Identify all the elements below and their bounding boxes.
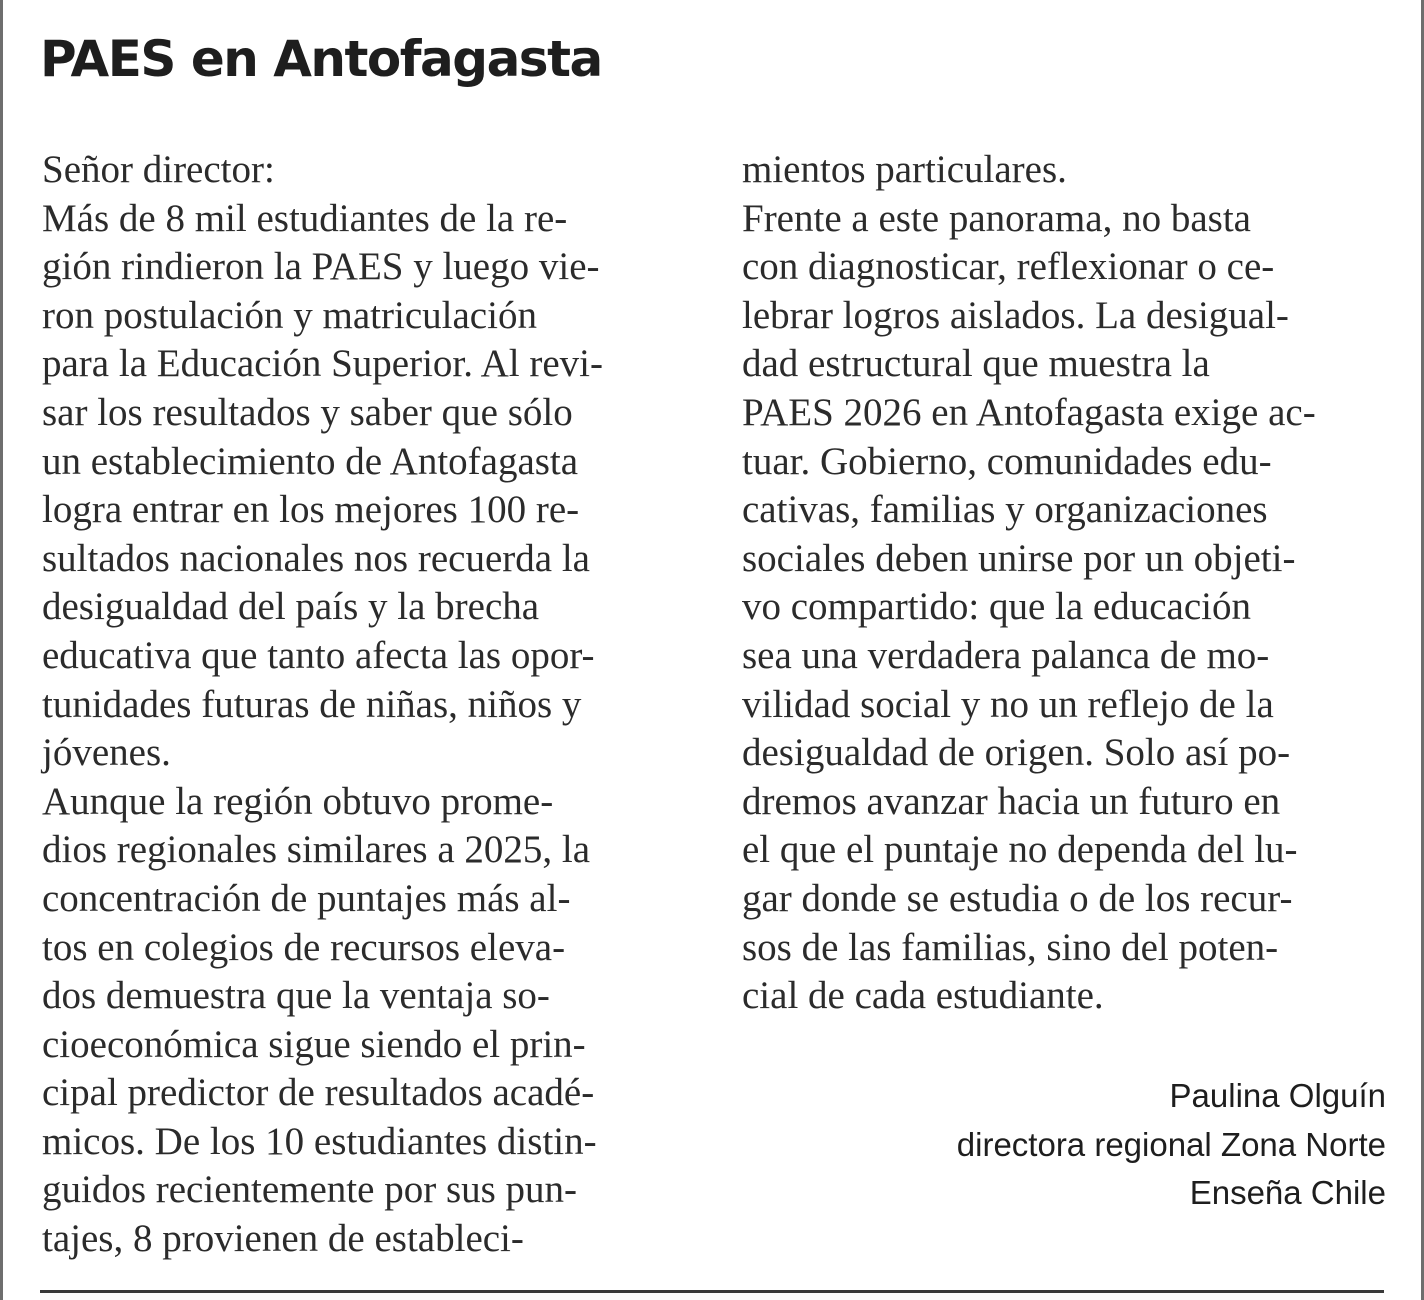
- author-role: directora regional Zona Norte: [956, 1125, 1386, 1163]
- right-column: [742, 146, 1392, 1021]
- body-line: logra entrar en los mejores 100 re-: [42, 488, 580, 532]
- body-line: un establecimiento de Antofagasta: [42, 439, 579, 483]
- body-line: cial de cada estudiante.: [742, 974, 1104, 1018]
- body-line: gión rindieron la PAES y luego vie-: [42, 245, 600, 289]
- body-line: gar donde se estudia o de los recur-: [742, 876, 1293, 920]
- body-line: Señor director:: [42, 148, 275, 191]
- body-line: desigualdad de origen. Solo así po-: [742, 731, 1291, 775]
- body-line: concentración de puntajes más al-: [42, 876, 571, 920]
- author-signature: [957, 1072, 1386, 1218]
- body-line: el que el puntaje no dependa del lu-: [742, 828, 1298, 872]
- body-line: guidos recientemente por sus pun-: [42, 1168, 578, 1212]
- body-line: desigualdad del país y la brecha: [42, 585, 540, 629]
- body-line: tos en colegios de recursos eleva-: [42, 925, 566, 969]
- left-column: [42, 146, 692, 1264]
- body-line: educativa que tanto afecta las opor-: [42, 633, 595, 677]
- body-line: dad estructural que muestra la: [742, 342, 1210, 386]
- body-line: sea una verdadera palanca de mo-: [742, 633, 1270, 677]
- body-line: vilidad social y no un reflejo de la: [742, 682, 1274, 726]
- body-line: Aunque la región obtuvo prome-: [42, 779, 554, 823]
- author-name: Paulina Olguín: [1169, 1077, 1386, 1114]
- article-headline: PAES en Antofagasta: [40, 30, 602, 88]
- body-line: mientos particulares.: [742, 148, 1067, 191]
- body-line: tajes, 8 provienen de estableci-: [42, 1217, 524, 1261]
- body-line: dremos avanzar hacia un futuro en: [742, 779, 1281, 823]
- body-line: cioeconómica sigue siendo el prin-: [42, 1022, 586, 1066]
- body-line: tuar. Gobierno, comunidades edu-: [742, 439, 1272, 483]
- body-line: ron postulación y matriculación: [42, 293, 537, 337]
- author-organization: Enseña Chile: [1189, 1174, 1386, 1211]
- bottom-rule: [40, 1290, 1384, 1293]
- body-line: micos. De los 10 estudiantes distin-: [42, 1119, 597, 1163]
- body-line: Frente a este panorama, no basta: [742, 196, 1251, 240]
- body-line: cipal predictor de resultados acadé-: [42, 1071, 595, 1115]
- body-line: jóvenes.: [42, 731, 171, 775]
- body-line: cativas, familias y organizaciones: [742, 488, 1268, 532]
- body-line: sar los resultados y saber que sólo: [42, 390, 573, 434]
- body-line: para la Educación Superior. Al revi-: [42, 342, 603, 386]
- body-line: sos de las familias, sino del poten-: [742, 925, 1279, 969]
- body-line: vo compartido: que la educación: [742, 585, 1251, 629]
- body-line: sociales deben unirse por un objeti-: [742, 536, 1296, 580]
- body-line: dios regionales similares a 2025, la: [42, 828, 591, 872]
- body-line: lebrar logros aislados. La desigual-: [742, 293, 1289, 337]
- body-line: Más de 8 mil estudiantes de la re-: [42, 196, 568, 240]
- body-line: PAES 2026 en Antofagasta exige ac-: [742, 390, 1316, 434]
- body-line: con diagnosticar, reflexionar o ce-: [742, 245, 1275, 289]
- body-line: tunidades futuras de niñas, niños y: [42, 682, 582, 726]
- body-line: dos demuestra que la ventaja so-: [42, 974, 550, 1018]
- body-line: sultados nacionales nos recuerda la: [42, 536, 590, 580]
